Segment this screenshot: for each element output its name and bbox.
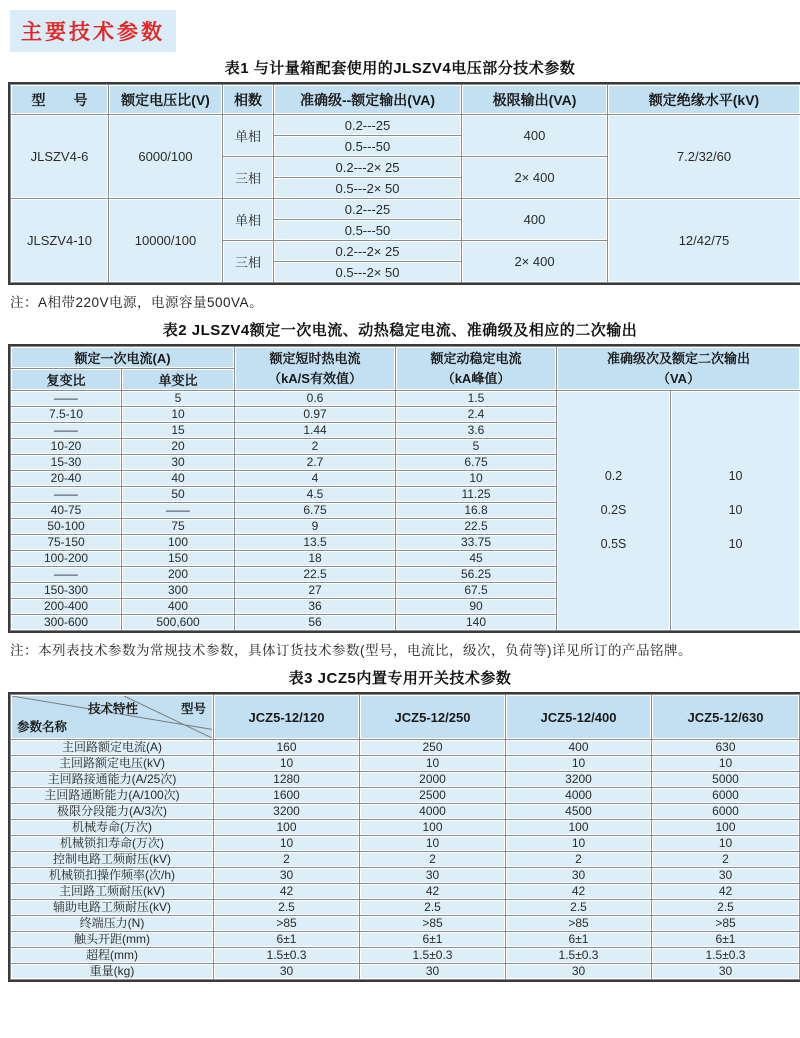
parameter-name-cell: 主回路通断能力(A/100次): [11, 788, 213, 803]
parameter-value-cell: 2500: [360, 788, 505, 803]
table3-row: [11, 932, 799, 947]
table3-row: [11, 756, 799, 771]
parameter-value-cell: 2: [214, 852, 359, 867]
table3-row: [11, 788, 799, 803]
parameter-value-cell: 10: [360, 836, 505, 851]
dual-ratio-cell: 75-150: [11, 535, 121, 550]
table3-row: [11, 820, 799, 835]
table2-header-row-1: [11, 347, 800, 368]
t2-header-thermal-line1: 额定短时热电流: [269, 350, 361, 366]
parameter-value-cell: 30: [360, 964, 505, 979]
accuracy-class-value: 0.2: [604, 469, 623, 483]
table3: [8, 692, 800, 982]
parameter-value-cell: 630: [652, 740, 799, 755]
voltage-ratio-cell: 6000/100: [109, 115, 222, 198]
parameter-name-cell: 极限分段能力(A/3次): [11, 804, 213, 819]
table1-header-cell: 极限输出(VA): [462, 85, 607, 114]
dynamic-current-cell: 90: [396, 599, 556, 614]
parameter-value-cell: 10: [506, 756, 651, 771]
parameter-value-cell: 6±1: [214, 932, 359, 947]
dynamic-current-cell: 16.8: [396, 503, 556, 518]
parameter-value-cell: 30: [360, 868, 505, 883]
parameter-name-cell: 主回路工频耐压(kV): [11, 884, 213, 899]
dual-ratio-cell: 10-20: [11, 439, 121, 454]
parameter-value-cell: 3200: [506, 772, 651, 787]
accuracy-class-cell: [557, 391, 670, 630]
table3-corner-cell: [11, 695, 213, 739]
parameter-value-cell: 2.5: [506, 900, 651, 915]
parameter-value-cell: 30: [214, 964, 359, 979]
parameter-value-cell: 30: [214, 868, 359, 883]
phase-cell: 单相: [223, 115, 273, 156]
parameter-value-cell: 2.5: [214, 900, 359, 915]
thermal-current-cell: 9: [235, 519, 395, 534]
dynamic-current-cell: 11.25: [396, 487, 556, 502]
parameter-value-cell: 2: [506, 852, 651, 867]
t2-header-accuracy-output: [557, 347, 800, 390]
table1-note: 注：A相带220V电源，电源容量500VA。: [10, 295, 264, 310]
table3-row: [11, 772, 799, 787]
parameter-value-cell: 30: [652, 868, 799, 883]
phase-cell: 三相: [223, 241, 273, 282]
single-ratio-cell: 500,600: [122, 615, 234, 630]
table3-row: [11, 836, 799, 851]
thermal-current-cell: 2: [235, 439, 395, 454]
parameter-value-cell: 250: [360, 740, 505, 755]
model-header-cell: JCZ5-12/120: [214, 695, 359, 739]
parameter-value-cell: 6±1: [506, 932, 651, 947]
dynamic-current-cell: 22.5: [396, 519, 556, 534]
parameter-value-cell: 1.5±0.3: [506, 948, 651, 963]
parameter-value-cell: 100: [360, 820, 505, 835]
dual-ratio-cell: 20-40: [11, 471, 121, 486]
parameter-value-cell: 4000: [360, 804, 505, 819]
parameter-value-cell: 10: [214, 756, 359, 771]
parameter-value-cell: 30: [652, 964, 799, 979]
parameter-value-cell: 2.5: [652, 900, 799, 915]
phase-cell: 三相: [223, 157, 273, 198]
thermal-current-cell: 2.7: [235, 455, 395, 470]
thermal-current-cell: 13.5: [235, 535, 395, 550]
dual-ratio-cell: ——: [11, 567, 121, 582]
parameter-value-cell: 6±1: [652, 932, 799, 947]
parameter-name-cell: 终端压力(N): [11, 916, 213, 931]
voltage-ratio-cell: 10000/100: [109, 199, 222, 282]
accuracy-output-cell: 0.5---2× 50: [274, 262, 461, 282]
t2-header-dynamic-line1: 额定动稳定电流: [430, 350, 522, 366]
accuracy-output-cell: 0.5---50: [274, 220, 461, 240]
parameter-value-cell: 2: [652, 852, 799, 867]
table1-header-cell: 准确级--额定输出(VA): [274, 85, 461, 114]
parameter-value-cell: 6±1: [360, 932, 505, 947]
dual-ratio-cell: 15-30: [11, 455, 121, 470]
parameter-value-cell: >85: [506, 916, 651, 931]
thermal-current-cell: 27: [235, 583, 395, 598]
accuracy-class-value: 0.5S: [600, 537, 627, 551]
dynamic-current-cell: 10: [396, 471, 556, 486]
insulation-level-cell: 12/42/75: [608, 199, 800, 282]
table1-row: [11, 199, 800, 219]
thermal-current-cell: 18: [235, 551, 395, 566]
limit-output-cell: 2× 400: [462, 241, 607, 282]
dual-ratio-cell: 7.5-10: [11, 407, 121, 422]
page-title: 主要技术参数: [10, 10, 176, 52]
parameter-value-cell: 100: [214, 820, 359, 835]
model-cell: JLSZV4-10: [11, 199, 108, 282]
table3-row: [11, 740, 799, 755]
thermal-current-cell: 4: [235, 471, 395, 486]
table3-row: [11, 948, 799, 963]
model-header-cell: JCZ5-12/630: [652, 695, 799, 739]
dual-ratio-cell: ——: [11, 487, 121, 502]
dual-ratio-cell: 100-200: [11, 551, 121, 566]
table3-row: [11, 884, 799, 899]
t2-header-accuracy-line2: （VA）: [656, 370, 701, 386]
accuracy-output-cell: 0.2---25: [274, 199, 461, 219]
parameter-value-cell: 400: [506, 740, 651, 755]
corner-label-technical-feature: 技术特性: [88, 702, 139, 716]
rated-output-cell-stack: [675, 470, 796, 551]
dual-ratio-cell: ——: [11, 423, 121, 438]
parameter-name-cell: 主回路额定电压(kV): [11, 756, 213, 771]
single-ratio-cell: 50: [122, 487, 234, 502]
single-ratio-cell: 30: [122, 455, 234, 470]
parameter-value-cell: >85: [652, 916, 799, 931]
table3-row: [11, 900, 799, 915]
parameter-value-cell: >85: [214, 916, 359, 931]
t2-header-thermal-current: [235, 347, 395, 390]
table3-row: [11, 852, 799, 867]
parameter-name-cell: 机械锁扣寿命(万次): [11, 836, 213, 851]
dual-ratio-cell: 300-600: [11, 615, 121, 630]
table3-caption: 表3 JCZ5内置专用开关技术参数: [288, 670, 512, 687]
parameter-value-cell: 160: [214, 740, 359, 755]
t2-header-dynamic-line2: （kA峰值）: [441, 370, 511, 386]
single-ratio-cell: 300: [122, 583, 234, 598]
parameter-value-cell: 1.5±0.3: [214, 948, 359, 963]
accuracy-output-cell: 0.2---2× 25: [274, 241, 461, 261]
single-ratio-cell: ——: [122, 503, 234, 518]
parameter-value-cell: 1280: [214, 772, 359, 787]
table3-row: [11, 916, 799, 931]
single-ratio-cell: 5: [122, 391, 234, 406]
parameter-value-cell: 1.5±0.3: [360, 948, 505, 963]
table3-row: [11, 804, 799, 819]
parameter-value-cell: 5000: [652, 772, 799, 787]
rated-output-cell: [671, 391, 800, 630]
table2-row: [11, 391, 800, 406]
rated-output-value: 10: [728, 469, 743, 483]
dual-ratio-cell: 150-300: [11, 583, 121, 598]
t2-header-dual-ratio: 复变比: [11, 369, 121, 390]
parameter-name-cell: 触头开距(mm): [11, 932, 213, 947]
dynamic-current-cell: 6.75: [396, 455, 556, 470]
dynamic-current-cell: 56.25: [396, 567, 556, 582]
parameter-value-cell: 6000: [652, 788, 799, 803]
limit-output-cell: 400: [462, 115, 607, 156]
dual-ratio-cell: 40-75: [11, 503, 121, 518]
parameter-name-cell: 重量(kg): [11, 964, 213, 979]
parameter-value-cell: 4000: [506, 788, 651, 803]
t2-header-accuracy-line1: 准确级次及额定二次输出: [607, 350, 751, 366]
accuracy-output-cell: 0.5---50: [274, 136, 461, 156]
thermal-current-cell: 6.75: [235, 503, 395, 518]
table3-row: [11, 964, 799, 979]
parameter-value-cell: 6000: [652, 804, 799, 819]
thermal-current-cell: 36: [235, 599, 395, 614]
model-header-cell: JCZ5-12/400: [506, 695, 651, 739]
accuracy-class-cell-stack: [561, 470, 666, 551]
parameter-value-cell: >85: [360, 916, 505, 931]
parameter-name-cell: 辅助电路工频耐压(kV): [11, 900, 213, 915]
table3-header-row: [11, 695, 799, 739]
limit-output-cell: 400: [462, 199, 607, 240]
single-ratio-cell: 400: [122, 599, 234, 614]
corner-label-parameter-name: 参数名称: [17, 720, 68, 734]
parameter-value-cell: 30: [506, 868, 651, 883]
parameter-value-cell: 2: [360, 852, 505, 867]
accuracy-output-cell: 0.2---2× 25: [274, 157, 461, 177]
parameter-value-cell: 42: [360, 884, 505, 899]
dual-ratio-cell: ——: [11, 391, 121, 406]
parameter-value-cell: 42: [652, 884, 799, 899]
parameter-value-cell: 10: [214, 836, 359, 851]
single-ratio-cell: 150: [122, 551, 234, 566]
dynamic-current-cell: 1.5: [396, 391, 556, 406]
parameter-value-cell: 10: [506, 836, 651, 851]
parameter-value-cell: 10: [360, 756, 505, 771]
dynamic-current-cell: 140: [396, 615, 556, 630]
parameter-value-cell: 100: [506, 820, 651, 835]
parameter-value-cell: 3200: [214, 804, 359, 819]
model-header-cell: JCZ5-12/250: [360, 695, 505, 739]
thermal-current-cell: 1.44: [235, 423, 395, 438]
accuracy-output-cell: 0.5---2× 50: [274, 178, 461, 198]
accuracy-output-cell: 0.2---25: [274, 115, 461, 135]
dynamic-current-cell: 2.4: [396, 407, 556, 422]
parameter-value-cell: 10: [652, 836, 799, 851]
parameter-value-cell: 1.5±0.3: [652, 948, 799, 963]
t2-header-thermal-line2: （kA/S有效值）: [268, 370, 362, 386]
corner-label-model: 型号: [180, 702, 206, 716]
table1-header-row: [11, 85, 800, 114]
dynamic-current-cell: 33.75: [396, 535, 556, 550]
table1-row: [11, 115, 800, 135]
table2-note: 注：本列表技术参数为常规技术参数，具体订货技术参数(型号，电流比，级次，负荷等)详见所订的产品铭牌。: [10, 643, 692, 658]
thermal-current-cell: 56: [235, 615, 395, 630]
dual-ratio-cell: 200-400: [11, 599, 121, 614]
table2: [8, 344, 800, 633]
parameter-name-cell: 控制电路工频耐压(kV): [11, 852, 213, 867]
parameter-name-cell: 超程(mm): [11, 948, 213, 963]
parameter-value-cell: 2.5: [360, 900, 505, 915]
single-ratio-cell: 200: [122, 567, 234, 582]
parameter-value-cell: 42: [506, 884, 651, 899]
parameter-value-cell: 42: [214, 884, 359, 899]
table1-caption: 表1 与计量箱配套使用的JLSZV4电压部分技术参数: [224, 60, 576, 77]
thermal-current-cell: 0.6: [235, 391, 395, 406]
limit-output-cell: 2× 400: [462, 157, 607, 198]
single-ratio-cell: 20: [122, 439, 234, 454]
rated-output-value: 10: [728, 537, 743, 551]
dynamic-current-cell: 67.5: [396, 583, 556, 598]
parameter-name-cell: 主回路额定电流(A): [11, 740, 213, 755]
table1-header-cell: 相数: [223, 85, 273, 114]
dynamic-current-cell: 3.6: [396, 423, 556, 438]
table1-header-cell: 额定绝缘水平(kV): [608, 85, 800, 114]
parameter-name-cell: 主回路接通能力(A/25次): [11, 772, 213, 787]
insulation-level-cell: 7.2/32/60: [608, 115, 800, 198]
table1-header-cell: 型 号: [11, 85, 108, 114]
single-ratio-cell: 40: [122, 471, 234, 486]
rated-output-value: 10: [728, 503, 743, 517]
table1-header-cell: 额定电压比(V): [109, 85, 222, 114]
table1: [8, 82, 800, 285]
parameter-value-cell: 10: [652, 756, 799, 771]
t2-header-single-ratio: 单变比: [122, 369, 234, 390]
parameter-name-cell: 机械锁扣操作频率(次/h): [11, 868, 213, 883]
table2-caption: 表2 JLSZV4额定一次电流、动热稳定电流、准确级及相应的二次输出: [162, 322, 638, 339]
parameter-value-cell: 1600: [214, 788, 359, 803]
single-ratio-cell: 100: [122, 535, 234, 550]
table3-row: [11, 868, 799, 883]
parameter-value-cell: 4500: [506, 804, 651, 819]
single-ratio-cell: 15: [122, 423, 234, 438]
t2-header-dynamic-current: [396, 347, 556, 390]
model-cell: JLSZV4-6: [11, 115, 108, 198]
thermal-current-cell: 0.97: [235, 407, 395, 422]
t2-header-primary-current: 额定一次电流(A): [11, 347, 234, 368]
parameter-value-cell: 100: [652, 820, 799, 835]
parameter-value-cell: 30: [506, 964, 651, 979]
parameter-value-cell: 2000: [360, 772, 505, 787]
accuracy-class-value: 0.2S: [600, 503, 627, 517]
single-ratio-cell: 75: [122, 519, 234, 534]
parameter-name-cell: 机械寿命(万次): [11, 820, 213, 835]
phase-cell: 单相: [223, 199, 273, 240]
thermal-current-cell: 22.5: [235, 567, 395, 582]
dual-ratio-cell: 50-100: [11, 519, 121, 534]
thermal-current-cell: 4.5: [235, 487, 395, 502]
dynamic-current-cell: 5: [396, 439, 556, 454]
dynamic-current-cell: 45: [396, 551, 556, 566]
single-ratio-cell: 10: [122, 407, 234, 422]
